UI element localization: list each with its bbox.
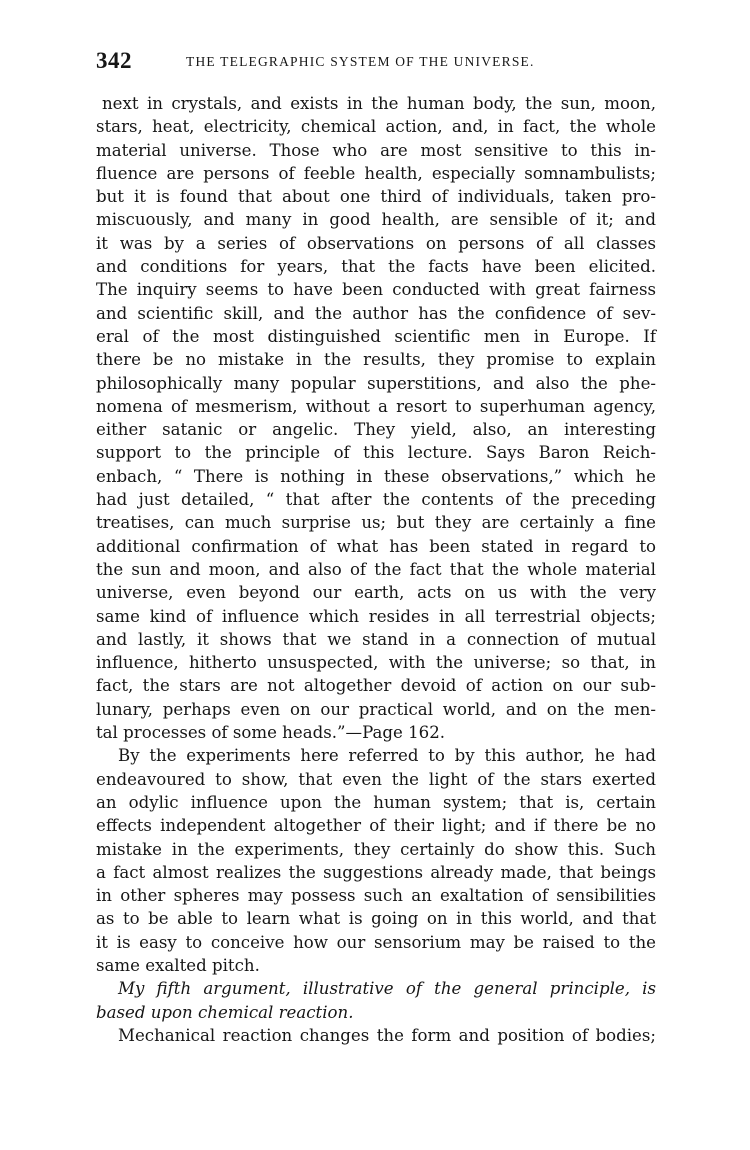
- body-text: [96, 92, 656, 1047]
- running-head: [96, 48, 656, 78]
- text-line: support to the principle of this lecture. Says Baron Reich-: [96, 443, 656, 463]
- text-line: universe, even beyond our earth, acts on us with the very: [96, 583, 656, 603]
- italic-argument-line: based upon chemical reaction.: [96, 1002, 354, 1022]
- text-line: The inquiry seems to have been conducted with great fairness: [96, 280, 656, 300]
- text-line: miscuously, and many in good health, are sensible of it; and: [96, 210, 656, 230]
- text-line: eral of the most distinguished scientific men in Europe. If: [96, 326, 656, 346]
- text-line: fact, the stars are not altogether devoid of action on our sub-: [96, 676, 656, 696]
- running-title: THE TELEGRAPHIC SYSTEM OF THE UNIVERSE.: [186, 54, 535, 69]
- text-line: mistake in the experiments, they certainly do show this. Such: [96, 839, 656, 859]
- text-line: it is easy to conceive how our sensorium may be raised to the: [96, 932, 656, 952]
- paragraph-start-line: Mechanical reaction changes the form and position of bodies;: [118, 1025, 656, 1045]
- text-line: philosophically many popular superstitions, and also the phe-: [96, 373, 656, 393]
- text-line: and lastly, it shows that we stand in a connection of mutual: [96, 629, 656, 649]
- text-line: had just detailed, “ that after the contents of the preceding: [96, 490, 656, 510]
- paragraph-start-line: By the experiments here referred to by this author, he had: [118, 746, 656, 766]
- page-number: 342: [96, 48, 132, 73]
- text-line: stars, heat, electricity, chemical action, and, in fact, the whole: [96, 117, 656, 137]
- text-line: but it is found that about one third of individuals, taken pro-: [96, 187, 656, 207]
- text-line: material universe. Those who are most sensitive to this in-: [96, 140, 656, 160]
- text-line: effects independent altogether of their light; and if there be no: [96, 816, 656, 836]
- text-line: treatises, can much surprise us; but they are certainly a fine: [96, 513, 656, 533]
- text-line: enbach, “ There is nothing in these observations,” which he: [96, 466, 656, 486]
- text-line: there be no mistake in the results, they promise to explain: [96, 350, 656, 370]
- text-line: influence, hitherto unsuspected, with the universe; so that, in: [96, 653, 656, 673]
- text-line: next in crystals, and exists in the human body, the sun, moon,: [102, 94, 656, 113]
- text-line: tal processes of some heads.”—Page 162.: [96, 723, 446, 743]
- text-line: and scientific skill, and the author has the confidence of sev-: [96, 303, 656, 323]
- text-line: the sun and moon, and also of the fact that the whole material: [96, 559, 656, 579]
- text-line: and conditions for years, that the facts have been elicited.: [96, 257, 656, 277]
- text-line: lunary, perhaps even on our practical world, and on the men-: [96, 699, 656, 719]
- text-line: as to be able to learn what is going on in this world, and that: [96, 909, 656, 929]
- text-line: it was by a series of observations on persons of all classes: [96, 233, 656, 253]
- text-line: same kind of influence which resides in all terrestrial objects;: [96, 606, 656, 626]
- text-line: either satanic or angelic. They yield, also, an interesting: [96, 420, 656, 440]
- text-line: endeavoured to show, that even the light of the stars exerted: [96, 769, 656, 789]
- text-line: in other spheres may possess such an exaltation of sensibilities: [96, 886, 656, 906]
- text-line: an odylic influence upon the human system; that is, certain: [96, 792, 656, 812]
- text-line: nomena of mesmerism, without a resort to superhuman agency,: [96, 396, 656, 416]
- text-line: same exalted pitch.: [96, 955, 260, 975]
- italic-argument-line: My fifth argument, illustrative of the general principle, is: [118, 979, 656, 999]
- text-line: a fact almost realizes the suggestions already made, that beings: [96, 862, 656, 882]
- text-line: additional confirmation of what has been stated in regard to: [96, 536, 656, 556]
- text-line: fluence are persons of feeble health, especially somnambulists;: [96, 163, 656, 183]
